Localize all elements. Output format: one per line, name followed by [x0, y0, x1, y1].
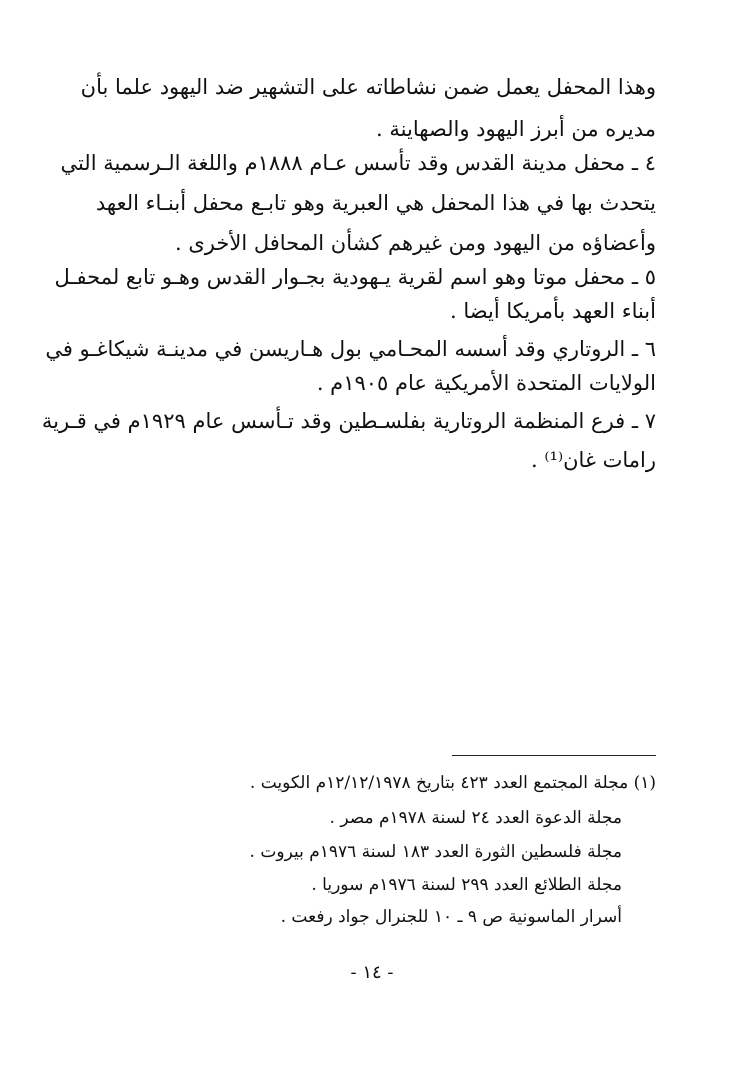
footnote-source-2: مجلة الدعوة العدد ٢٤ لسنة ١٩٧٨م مصر .: [329, 808, 622, 828]
list-item-7-line-1: ٧ ـ فرع المنظمة الروتارية بفلسـطين وقد تـأسس عام ١٩٢٩م في قـرية: [41, 409, 656, 433]
list-item-5-line-2: أبناء العهد بأمريكا أيضا .: [450, 299, 656, 323]
list-item-7-line-2: رامات غان⁽¹⁾ .: [531, 448, 656, 472]
list-item-4-line-2: يتحدث بها في هذا المحفل هي العبرية وهو تابـع محفل أبنـاء العهد: [95, 191, 656, 215]
list-item-4-line-1: ٤ ـ محفل مدينة القدس وقد تأسس عـام ١٨٨٨م واللغة الـرسمية التي: [60, 151, 656, 175]
footnote-source-4: مجلة الطلائع العدد ٢٩٩ لسنة ١٩٧٦م سوريا .: [311, 875, 622, 895]
footnote-source-5: أسرار الماسونية ص ٩ ـ ١٠ للجنرال جواد رفعت .: [280, 907, 622, 927]
page-number: - ١٤ -: [350, 962, 394, 983]
list-item-5-line-1: ٥ ـ محفل موتا وهو اسم لقرية يـهودية بجـوار القدس وهـو تابع لمحفـل: [54, 265, 656, 289]
list-item-4-line-3: وأعضاؤه من اليهود ومن غيرهم كشأن المحافل الأخرى .: [175, 231, 656, 255]
footnote-separator: [452, 755, 656, 756]
body-line-1: وهذا المحفل يعمل ضمن نشاطاته على التشهير ضد اليهود علما بأن: [80, 75, 656, 99]
list-item-6-line-1: ٦ ـ الروتاري وقد أسسه المحـامي بول هـاريسن في مدينـة شيكاغـو في: [45, 337, 656, 361]
footnote-1: (١) مجلة المجتمع العدد ٤٢٣ بتاريخ ١٢/١٢/١٩٧٨م الكويت .: [249, 773, 656, 793]
list-item-6-line-2: الولايات المتحدة الأمريكية عام ١٩٠٥م .: [316, 371, 656, 395]
body-line-2: مديره من أبرز اليهود والصهاينة .: [376, 117, 656, 141]
footnote-source-3: مجلة فلسطين الثورة العدد ١٨٣ لسنة ١٩٧٦م بيروت .: [249, 842, 622, 862]
